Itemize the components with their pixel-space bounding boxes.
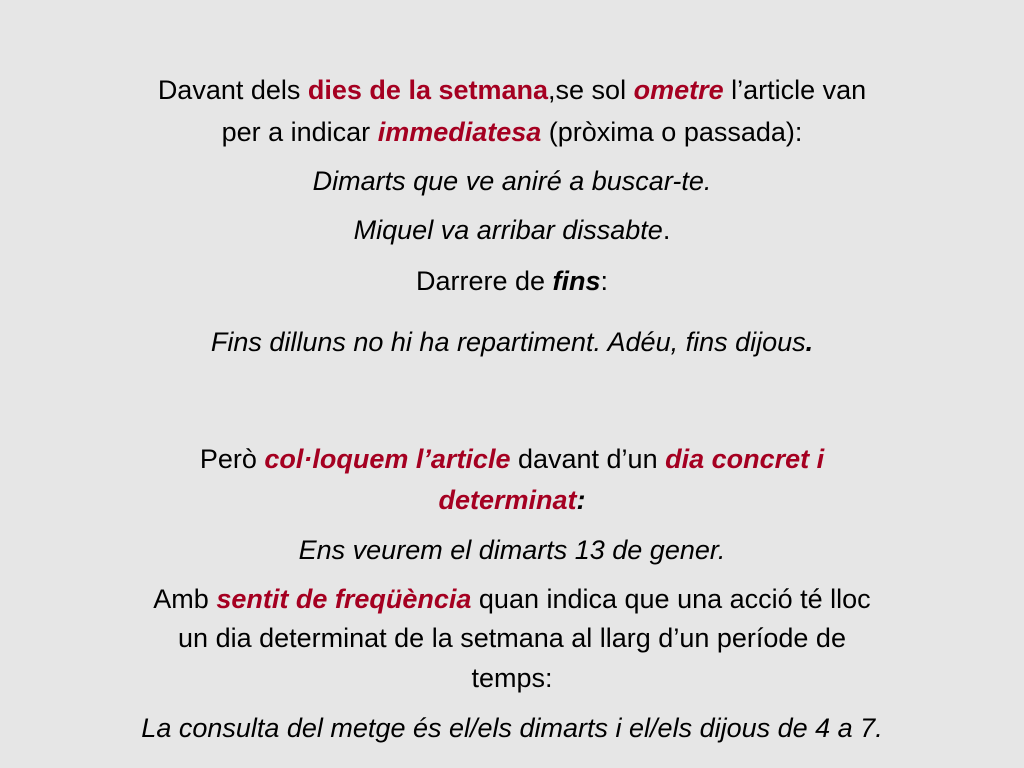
fins-rule-colon: : (600, 266, 609, 296)
fins-keyword: fins (552, 266, 601, 296)
article-rule-line-2 (20, 482, 1004, 518)
intro-text: Davant dels (157, 75, 308, 105)
example-2-text: Miquel va arribar dissabte (353, 215, 663, 245)
frequency-rule-line-1 (20, 581, 1004, 617)
highlight-sentit-frequencia: sentit de freqüència (216, 584, 472, 614)
highlight-determinat: determinat (438, 485, 577, 515)
frequency-rule-text: quan indica que una acció té lloc (471, 584, 871, 614)
example-2 (20, 212, 1004, 248)
article-rule-text: davant d’un (510, 444, 666, 474)
example-3-text: Fins dilluns no hi ha repartiment. Adéu, fins dijous (210, 327, 806, 357)
example-4: Ens veurem el dimarts 13 de gener. (298, 535, 726, 565)
frequency-rule-line-2: un dia determinat de la setmana al llarg d’un període de (178, 623, 846, 653)
article-rule-text: Però (199, 444, 265, 474)
example-5: La consulta del metge és el/els dimarts i el/els dijous de 4 a 7. (141, 713, 883, 743)
highlight-dia-concret: dia concret i (665, 444, 825, 474)
example-3 (20, 324, 1004, 360)
highlight-days-of-week: dies de la setmana (307, 75, 549, 105)
intro-line-2 (20, 114, 1004, 150)
intro-text: per a indicar (221, 117, 378, 147)
example-2-period: . (662, 215, 671, 245)
intro-text: l’article van (723, 75, 867, 105)
highlight-immediatesa: immediatesa (377, 117, 542, 147)
article-rule-line-1 (20, 441, 1004, 477)
fins-rule (20, 263, 1004, 299)
frequency-rule-line-3: temps: (471, 663, 553, 693)
intro-text: ,se sol (548, 75, 634, 105)
highlight-ometre: ometre (633, 75, 724, 105)
example-1: Dimarts que ve aniré a buscar-te. (312, 166, 712, 196)
highlight-colloquem: col·loquem l’article (264, 444, 511, 474)
article-rule-colon: : (576, 485, 586, 515)
fins-rule-text: Darrere de (415, 266, 553, 296)
example-3-period: . (805, 327, 814, 357)
intro-text: (pròxima o passada): (541, 117, 803, 147)
frequency-rule-text: Amb (153, 584, 217, 614)
intro-line-1 (20, 72, 1004, 108)
